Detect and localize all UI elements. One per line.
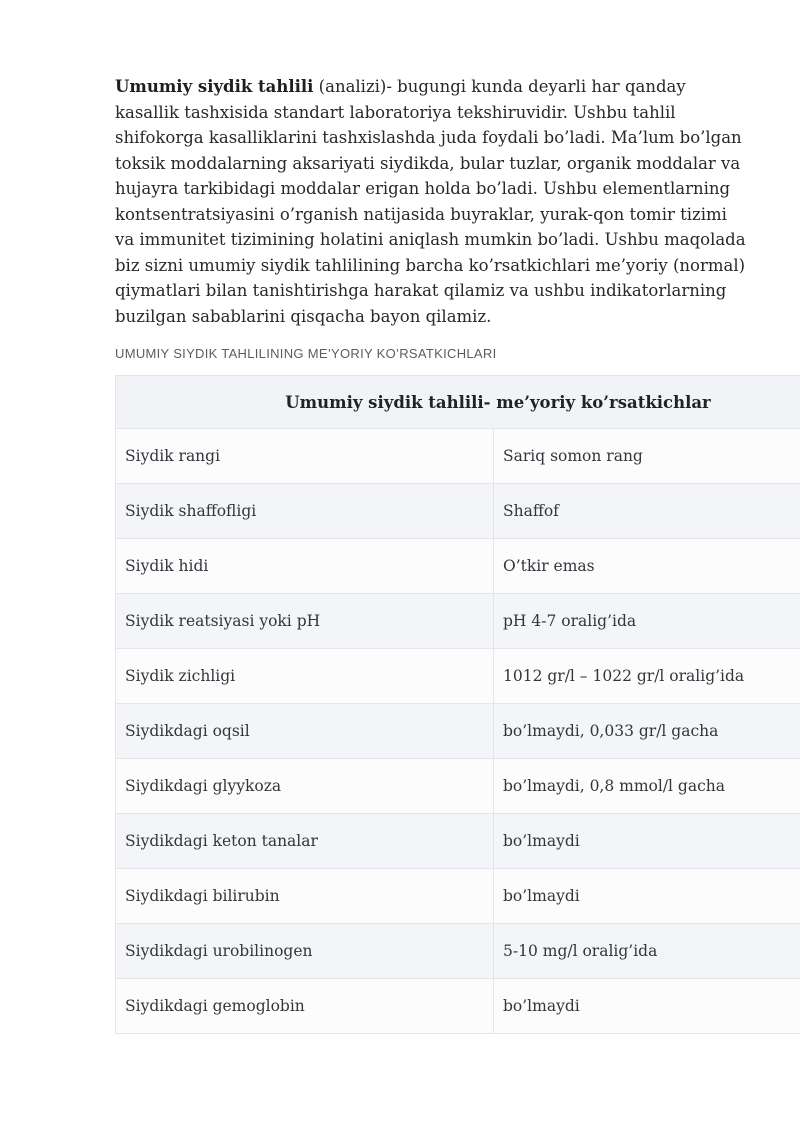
table-row: [116, 759, 800, 814]
intro-paragraph-text: (analizi)- bugungi kunda deyarli har qanday kasallik tashxisida standart laboratoriya tekshiruvidir. Ushbu tahlil shifokorga kasalliklarini tashxislashda juda foydali bo’ladi. Ma’lum bo’lgan toksik moddalarning aksariyati siydikda, bular tuzlar, organik moddalar va hujayra tarkibidagi moddalar erigan holda bo’ladi. Ushbu elementlarning kontsentratsiyasini o’rganish natijasida buyraklar, yurak-qon tomir tizimi va immunitet tizimining holatini aniqlash mumkin bo’ladi. Ushbu maqolada biz sizni umumiy siydik tahlilining barcha ko’rsatkichlari me’yoriy (normal) qiymatlari bilan tanishtirishga harakat qilamiz va ushbu indikatorlarning buzilgan sabablarini qisqacha bayon qilamiz.: [115, 77, 746, 326]
table-cell-value: pH 4-7 oralig’ida: [494, 594, 800, 649]
table-cell-value: bo’lmaydi, 0,033 gr/l gacha: [494, 704, 800, 759]
table-title: Umumiy siydik tahlili- me’yoriy ko’rsatkichlar: [116, 376, 800, 429]
table-cell-parameter: Siydikdagi gemoglobin: [116, 979, 494, 1034]
table-header-row: [116, 376, 800, 429]
table-row: [116, 539, 800, 594]
table-cell-parameter: Siydik shaffofligi: [116, 484, 494, 539]
section-heading: UMUMIY SIYDIK TAHLILINING ME’YORIY KO’RSATKICHLARI: [115, 346, 497, 361]
table-row: [116, 484, 800, 539]
intro-lead-bold: Umumiy siydik tahlili: [115, 77, 314, 96]
table-row: [116, 814, 800, 869]
table-row: [116, 924, 800, 979]
table-cell-parameter: Siydik reatsiyasi yoki pH: [116, 594, 494, 649]
table-cell-parameter: Siydikdagi oqsil: [116, 704, 494, 759]
table-row: [116, 429, 800, 484]
table-cell-value: Shaffof: [494, 484, 800, 539]
normal-values-table: [115, 375, 800, 1034]
table-cell-parameter: Siydik rangi: [116, 429, 494, 484]
table-cell-value: bo’lmaydi: [494, 814, 800, 869]
table-cell-parameter: Siydikdagi bilirubin: [116, 869, 494, 924]
table-cell-value: Sariq somon rang: [494, 429, 800, 484]
table-row: [116, 869, 800, 924]
intro-paragraph: [115, 74, 749, 329]
table-row: [116, 649, 800, 704]
table-cell-value: bo’lmaydi: [494, 979, 800, 1034]
table-cell-value: O’tkir emas: [494, 539, 800, 594]
table-cell-value: 1012 gr/l – 1022 gr/l oralig’ida: [494, 649, 800, 704]
table-row: [116, 704, 800, 759]
table-cell-value: bo’lmaydi, 0,8 mmol/l gacha: [494, 759, 800, 814]
table-cell-value: bo’lmaydi: [494, 869, 800, 924]
table-row: [116, 594, 800, 649]
table-cell-parameter: Siydikdagi glyykoza: [116, 759, 494, 814]
table-cell-parameter: Siydik hidi: [116, 539, 494, 594]
table-row: [116, 979, 800, 1034]
table-cell-parameter: Siydikdagi keton tanalar: [116, 814, 494, 869]
table-cell-value: 5-10 mg/l oralig’ida: [494, 924, 800, 979]
table-cell-parameter: Siydik zichligi: [116, 649, 494, 704]
table-cell-parameter: Siydikdagi urobilinogen: [116, 924, 494, 979]
